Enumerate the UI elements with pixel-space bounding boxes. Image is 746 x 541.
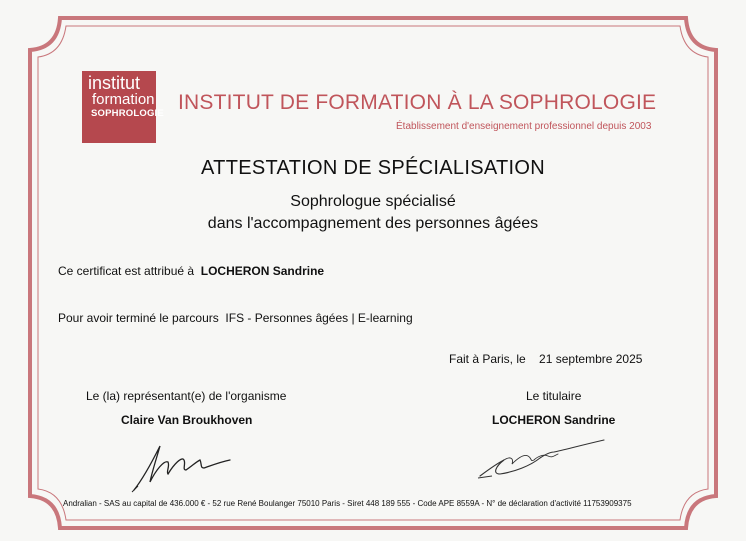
institute-name: INSTITUT DE FORMATION À LA SOPHROLOGIE	[178, 91, 657, 114]
course-label: Pour avoir terminé le parcours	[58, 311, 219, 325]
course-name: IFS - Personnes âgées | E-learning	[225, 311, 413, 325]
representative-label: Le (la) représentant(e) de l'organisme	[86, 389, 287, 403]
representative-signature	[130, 432, 250, 494]
institute-logo	[82, 71, 164, 143]
logo-text-formation: formation	[92, 91, 155, 108]
holder-label: Le titulaire	[526, 389, 582, 403]
certificate-title: ATTESTATION DE SPÉCIALISATION	[201, 157, 545, 179]
logo-text-institut: institut	[88, 73, 141, 93]
representative-name: Claire Van Broukhoven	[121, 413, 253, 427]
specialty-line-1: Sophrologue spécialisé	[290, 193, 456, 210]
place-label: Fait à Paris, le	[449, 352, 526, 366]
issue-date: 21 septembre 2025	[539, 352, 643, 366]
holder-signature	[474, 436, 614, 482]
logo-text-sophrologie: SOPHROLOGIE	[91, 108, 164, 119]
recipient-name: LOCHERON Sandrine	[200, 264, 325, 278]
holder-name: LOCHERON Sandrine	[492, 413, 616, 427]
institute-tagline: Établissement d'enseignement professionnel depuis 2003	[396, 121, 652, 132]
specialty-line-2: dans l'accompagnement des personnes âgées	[207, 215, 539, 232]
attribution-line	[58, 264, 324, 278]
course-line	[58, 311, 413, 325]
place-date-line	[449, 352, 642, 366]
attribution-label: Ce certificat est attribué à	[58, 264, 195, 278]
legal-footer: Andralian - SAS au capital de 436.000 € - 52 rue René Boulanger 75010 Paris - Siret 448 189 555 - Code APE 8559A - N° de déclaration d'activité 11753909375	[63, 499, 632, 508]
